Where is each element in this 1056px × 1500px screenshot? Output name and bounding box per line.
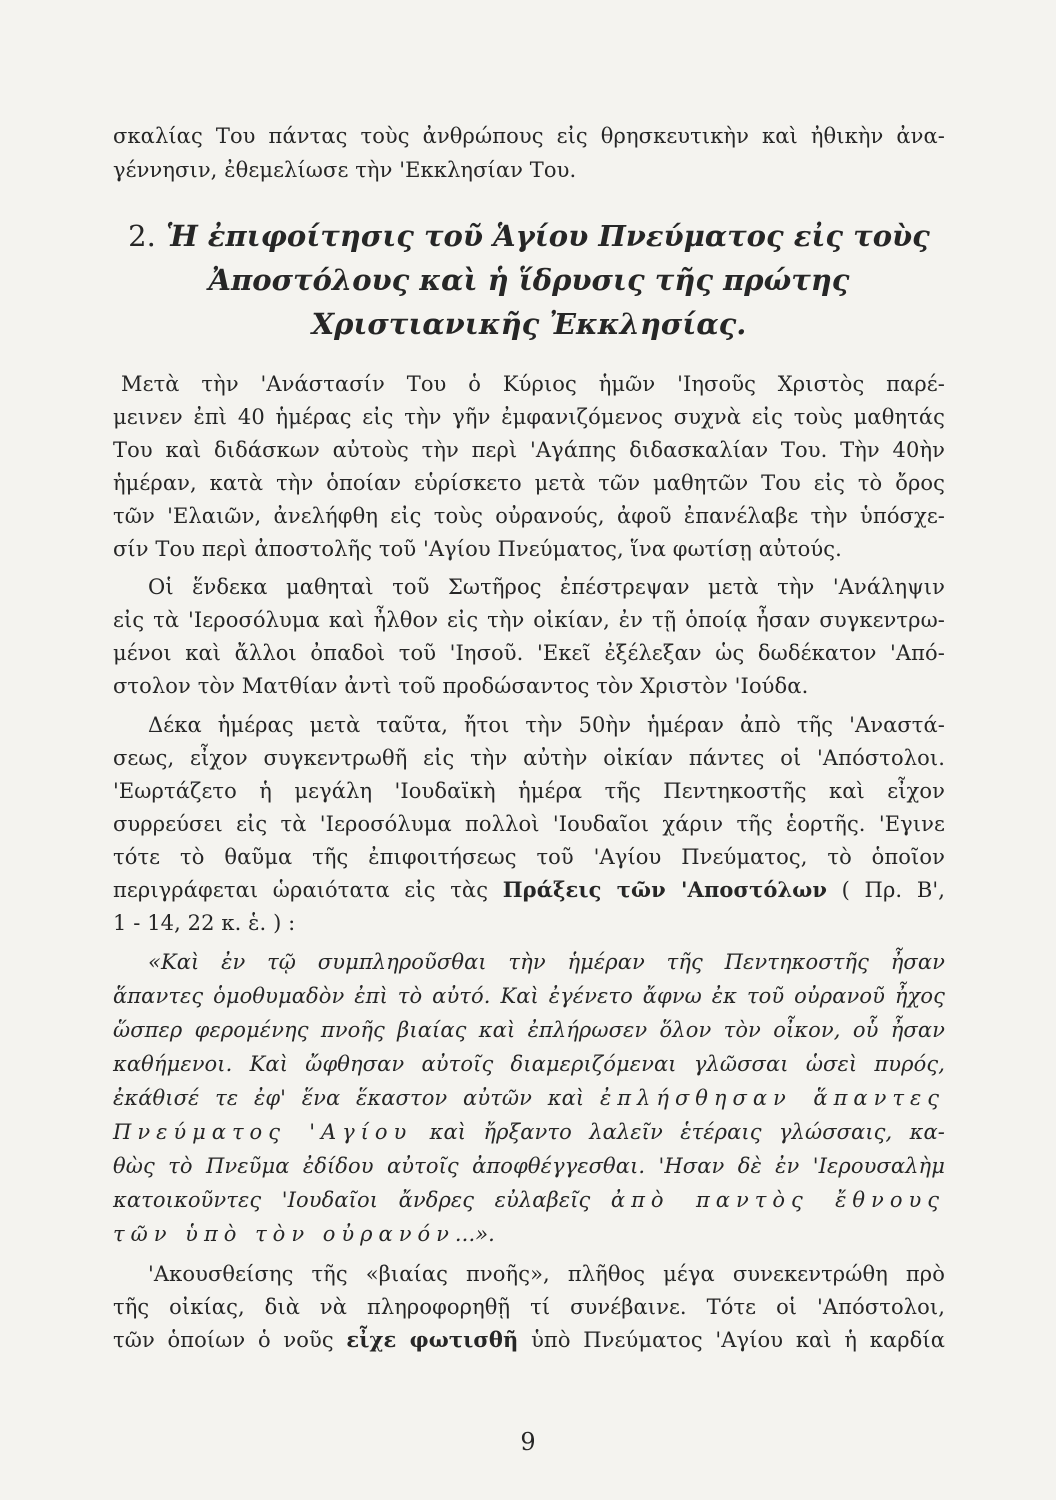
paragraph-line: τῆς οἰκίας, διὰ νὰ πληροφορηθῇ τί συνέβαινε. Τότε οἱ 'Απόστολοι, — [113, 1295, 945, 1319]
intro-line: γέννησιν, ἐθεμελίωσε τὴν 'Εκκλησίαν Του. — [113, 158, 577, 182]
quote-line: καθήμενοι. Καὶ ὤφθησαν αὐτοῖς διαμεριζόμεναι γλῶσσαι ὡσεὶ πυρός, — [113, 1052, 945, 1076]
paragraph-line: Του καὶ διδάσκων αὐτοὺς τὴν περὶ 'Αγάπης διδασκαλίαν Του. Τὴν 40ὴν — [113, 438, 945, 462]
paragraph-line: 1 - 14, 22 κ. ἑ. ) : — [113, 911, 296, 935]
paragraph-line: Μετὰ τὴν 'Ανάστασίν Του ὁ Κύριος ἡμῶν 'Ιησοῦς Χριστὸς παρέ- — [121, 372, 945, 396]
section-title — [113, 218, 945, 254]
quote-line: θὼς τὸ Πνεῦμα ἐδίδου αὐτοῖς ἀποφθέγγεσθαι. 'Ησαν δὲ ἐν 'Ιερουσαλὴμ — [113, 1154, 945, 1178]
paragraph-line: συρρεύσει εἰς τὰ 'Ιεροσόλυμα πολλοὶ 'Ιουδαῖοι χάριν τῆς ἑορτῆς. 'Εγινε — [113, 812, 945, 836]
paragraph-line: μεινεν ἐπὶ 40 ἡμέρας εἰς τὴν γῆν ἐμφανιζόμενος συχνὰ εἰς τοὺς μαθητάς — [113, 405, 945, 429]
section-title-line: Ἀποστόλους καὶ ἡ ἵδρυσις τῆς πρώτης — [208, 263, 850, 297]
paragraph-line: περιγράφεται ὡραιότατα εἰς τὰς Πράξεις τῶν 'Αποστόλων ( Πρ. Β', — [113, 877, 945, 902]
paragraph-line: σίν Του περὶ ἀποστολῆς τοῦ 'Αγίου Πνεύματος, ἵνα φωτίσῃ αὐτούς. — [113, 537, 842, 561]
page-number: 9 — [520, 1428, 536, 1456]
quote-line: Πνεύματος 'Αγίου καὶ ἤρξαντο λαλεῖν ἑτέραις γλώσσαις, κα- — [113, 1120, 945, 1144]
book-reference: Πράξεις τῶν 'Αποστόλων — [502, 877, 828, 902]
quote-line: ἅπαντες ὁμοθυμαδὸν ἐπὶ τὸ αὐτό. Καὶ ἐγένετο ἄφνω ἐκ τοῦ οὐρανοῦ ἦχος — [113, 984, 945, 1008]
section-number: 2. — [128, 219, 156, 253]
quote-line: ὥσπερ φερομένης πνοῆς βιαίας καὶ ἐπλήρωσεν ὅλον τὸν οἶκον, οὗ ἦσαν — [113, 1018, 945, 1042]
paragraph-line: τότε τὸ θαῦμα τῆς ἐπιφοιτήσεως τοῦ 'Αγίου Πνεύματος, τὸ ὁποῖον — [113, 845, 945, 869]
paragraph-line: τῶν ὁποίων ὁ νοῦς εἶχε φωτισθῆ ὑπὸ Πνεύματος 'Αγίου καὶ ἡ καρδία — [113, 1327, 946, 1352]
section-title-line: Ἡ ἐπιφοίτησις τοῦ Ἁγίου Πνεύματος εἰς τοὺς — [165, 219, 930, 253]
paragraph-line: 'Ακουσθείσης τῆς «βιαίας πνοῆς», πλῆθος μέγα συνεκεντρώθη πρὸ — [148, 1262, 945, 1286]
intro-line: σκαλίας Του πάντας τοὺς ἀνθρώπους εἰς θρησκευτικὴν καὶ ἠθικὴν ἀνα- — [113, 124, 945, 148]
paragraph-line: τῶν 'Ελαιῶν, ἀνελήφθη εἰς τοὺς οὐρανούς, ἀφοῦ ἐπανέλαβε τὴν ὑπόσχε- — [113, 504, 945, 528]
section-title-line: Χριστιανικῆς Ἐκκλησίας. — [311, 307, 747, 341]
paragraph-line: Δέκα ἡμέρας μετὰ ταῦτα, ἤτοι τὴν 50ὴν ἡμέραν ἀπὸ τῆς 'Αναστά- — [148, 713, 945, 737]
paragraph-line: εἰς τὰ 'Ιεροσόλυμα καὶ ἦλθον εἰς τὴν οἰκίαν, ἐν τῇ ὁποίᾳ ἦσαν συγκεντρω- — [113, 608, 945, 632]
paragraph-line: 'Εωρτάζετο ἡ μεγάλη 'Ιουδαϊκὴ ἡμέρα τῆς Πεντηκοστῆς καὶ εἶχον — [113, 779, 945, 803]
paragraph-line: Οἱ ἕνδεκα μαθηταὶ τοῦ Σωτῆρος ἐπέστρεψαν μετὰ τὴν 'Ανάληψιν — [148, 575, 945, 599]
quote-line: κατοικοῦντες 'Ιουδαῖοι ἄνδρες εὐλαβεῖς ἀπὸ παντὸς ἔθνους — [113, 1188, 945, 1212]
paragraph-line: ἡμέραν, κατὰ τὴν ὁποίαν εὑρίσκετο μετὰ τῶν μαθητῶν Του εἰς τὸ ὄρος — [113, 471, 945, 495]
paragraph-line: μένοι καὶ ἄλλοι ὀπαδοὶ τοῦ 'Ιησοῦ. 'Εκεῖ ἐξέλεξαν ὡς δωδέκατον 'Από- — [113, 641, 945, 665]
quote-line: «Καὶ ἐν τῷ συμπληροῦσθαι τὴν ἡμέραν τῆς Πεντηκοστῆς ἦσαν — [148, 950, 945, 974]
quote-line: ἐκάθισέ τε ἐφ' ἕνα ἕκαστον αὐτῶν καὶ ἐπλήσθησαν ἅπαντες — [113, 1086, 946, 1110]
emphasis: εἶχε φωτισθῆ — [346, 1327, 519, 1352]
quote-line: τῶν ὑπὸ τὸν οὐρανόν...». — [113, 1222, 495, 1246]
paragraph-line: στολον τὸν Ματθίαν ἀντὶ τοῦ προδώσαντος τὸν Χριστὸν 'Ιούδα. — [113, 674, 809, 698]
paragraph-line: σεως, εἶχον συγκεντρωθῆ εἰς τὴν αὐτὴν οἰκίαν πάντες οἱ 'Απόστολοι. — [113, 746, 945, 770]
